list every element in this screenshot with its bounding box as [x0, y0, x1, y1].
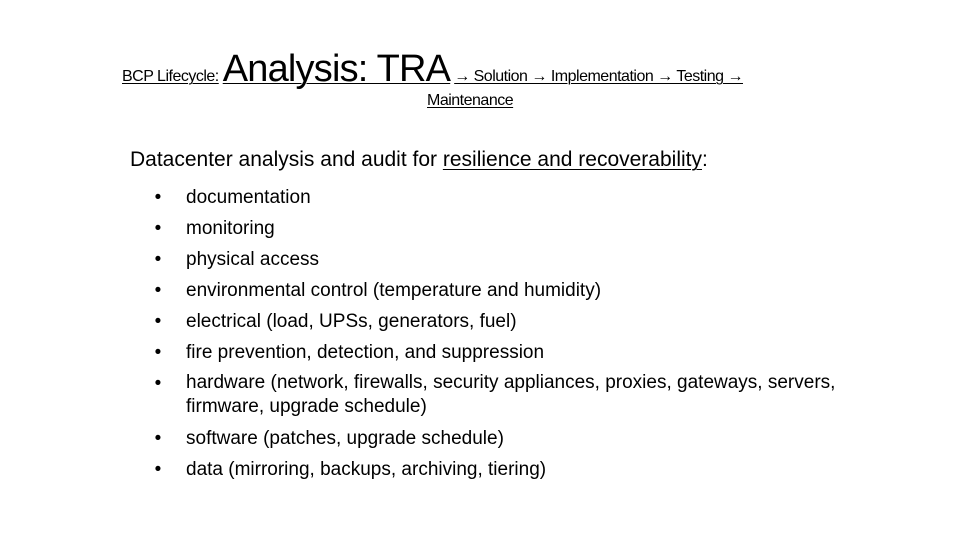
bullet-icon: • — [154, 311, 162, 332]
heading-suffix: : — [702, 148, 708, 171]
list-item — [152, 454, 872, 485]
list-item — [152, 337, 872, 368]
title-main: Analysis: TRA — [222, 48, 451, 90]
bullet-icon: • — [154, 280, 162, 301]
bullet-icon: • — [154, 428, 162, 449]
bullet-text: hardware (network, firewalls, security appliances, proxies, gateways, servers, firmware, upgrade schedule) — [186, 372, 836, 417]
heading-text: Datacenter analysis and audit for — [130, 148, 443, 171]
bullet-icon: • — [154, 218, 162, 239]
list-item — [152, 306, 872, 337]
section-heading — [130, 148, 708, 172]
bullet-text: electrical (load, UPSs, generators, fuel) — [186, 311, 517, 332]
heading-emphasis: resilience and recoverability — [442, 148, 702, 171]
list-item — [152, 182, 872, 213]
bullet-text: environmental control (temperature and humidity) — [186, 280, 602, 301]
bullet-text: monitoring — [186, 218, 275, 239]
list-item — [152, 213, 872, 244]
bullet-text: data (mirroring, backups, archiving, tiering) — [186, 459, 547, 480]
title-lifecycle-last-step: Maintenance — [427, 92, 514, 109]
bullet-icon: • — [154, 373, 162, 394]
slide-title — [122, 48, 862, 91]
bullet-text: software (patches, upgrade schedule) — [186, 428, 504, 449]
bullet-text: fire prevention, detection, and suppression — [186, 342, 545, 363]
bullet-icon: • — [154, 459, 162, 480]
title-prefix: BCP Lifecycle: — [122, 68, 219, 85]
list-item — [152, 368, 872, 423]
list-item — [152, 423, 872, 454]
bullet-list — [152, 182, 872, 485]
bullet-icon: • — [154, 187, 162, 208]
list-item — [152, 275, 872, 306]
list-item — [152, 244, 872, 275]
title-lifecycle-steps: → Solution → Implementation → Testing → — [454, 68, 743, 85]
bullet-icon: • — [154, 249, 162, 270]
bullet-text: documentation — [186, 187, 311, 208]
bullet-text: physical access — [186, 249, 320, 270]
bullet-icon: • — [154, 342, 162, 363]
